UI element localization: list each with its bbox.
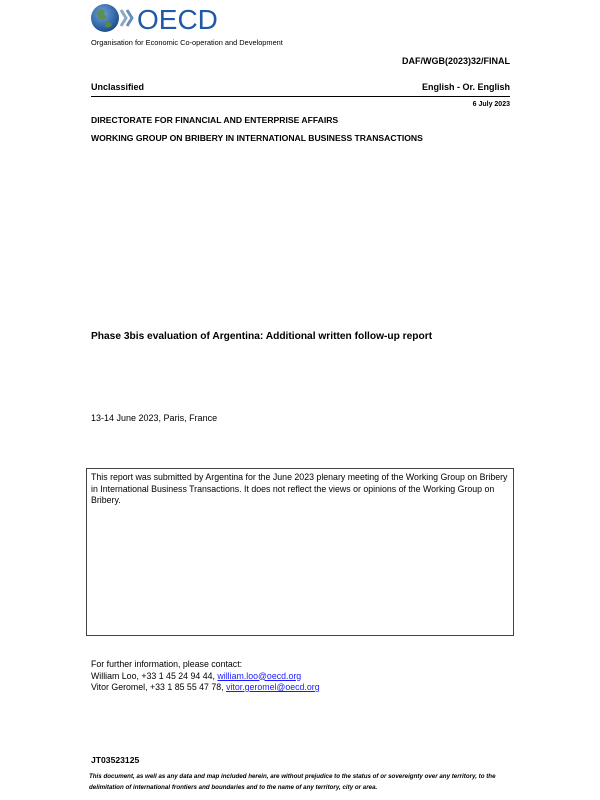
document-date: 6 July 2023: [472, 101, 510, 108]
submission-note-text: This report was submitted by Argentina for the June 2023 plenary meeting of the Working Group on Bribery in International Business Transactions. It does not reflect the views or opinions of the Working Group on Bribery.: [91, 472, 508, 505]
oecd-logo: [90, 2, 220, 34]
language-label: English - Or. English: [421, 82, 510, 92]
logo-text: OECD: [137, 4, 218, 34]
directorate-heading: DIRECTORATE FOR FINANCIAL AND ENTERPRISE AFFAIRS: [91, 115, 339, 125]
document-reference: DAF/WGB(2023)32/FINAL: [401, 56, 510, 66]
globe-icon: [90, 2, 220, 34]
email-link[interactable]: vitor.geromel@oecd.org: [226, 682, 320, 692]
meeting-info: 13-14 June 2023, Paris, France: [91, 413, 218, 423]
jt-number: JT03523125: [91, 755, 140, 765]
document-title: Phase 3bis evaluation of Argentina: Additional written follow-up report: [91, 331, 433, 342]
logo-tagline: Organisation for Economic Co-operation and Development: [91, 38, 283, 47]
classification-label: Unclassified: [91, 82, 145, 92]
contact-person: [91, 682, 320, 694]
contact-heading: For further information, please contact:: [91, 659, 243, 669]
email-link[interactable]: william.loo@oecd.org: [217, 670, 302, 681]
disclaimer-text: This document, as well as any data and map included herein, are without prejudice to the status of or sovereignty over any territory, to the delimitation of international frontiers and boundaries and to the name of any territory, city or area.: [89, 773, 496, 791]
contact-details: William Loo, +33 1 45 24 94 44,: [91, 670, 218, 681]
working-group-heading: WORKING GROUP ON BRIBERY IN INTERNATIONAL BUSINESS TRANSACTIONS: [91, 133, 423, 143]
header-divider: [91, 96, 510, 97]
contact-block: [91, 659, 320, 694]
contact-details: Vitor Geromel, +33 1 85 55 47 78,: [91, 682, 227, 692]
contact-person: [91, 671, 320, 683]
submission-note-box: [86, 468, 514, 636]
